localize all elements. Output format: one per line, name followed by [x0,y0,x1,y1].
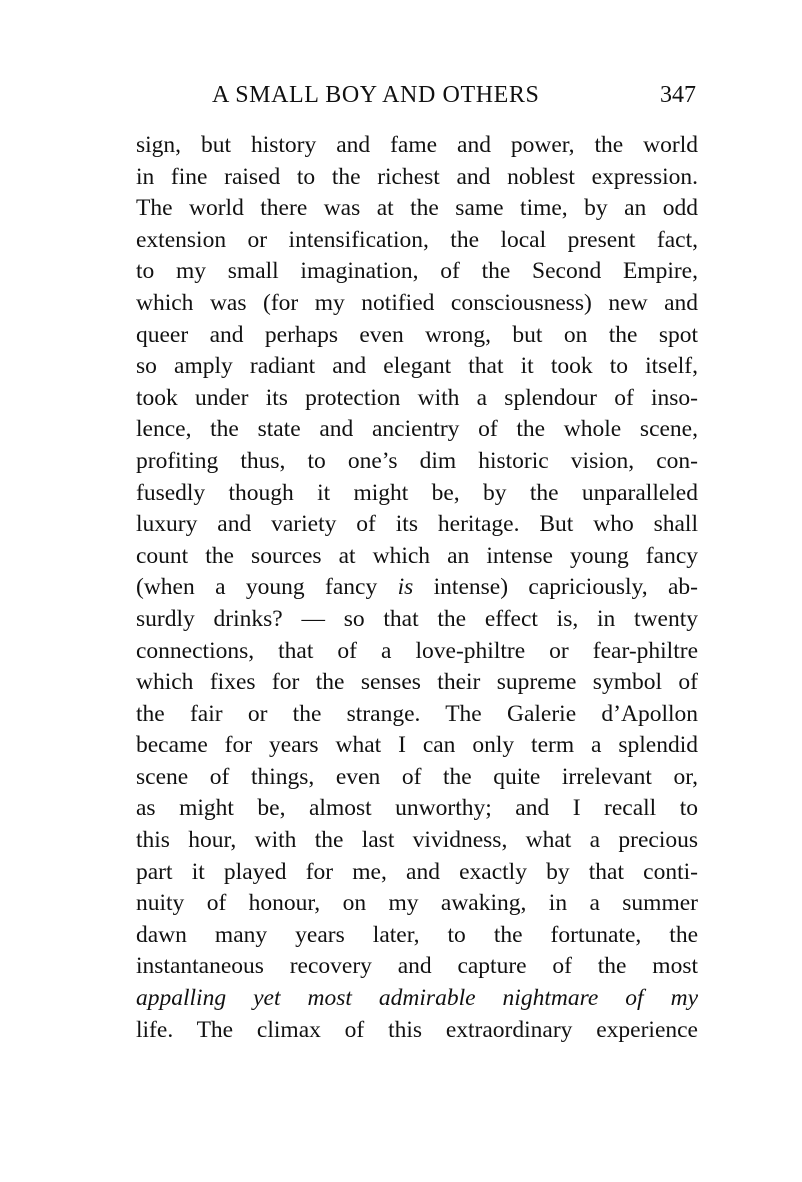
page-number: 347 [660,82,696,108]
text-line: sign, but history and fame and power, the world [136,132,698,158]
text-line: scene of things, even of the quite irrelevant or, [136,763,698,790]
text-line: fusedly though it might be, by the unparalleled [136,479,698,506]
text-line: profiting thus, to one’s dim historic vision, con- [136,447,698,474]
body-text [136,130,698,1046]
text-line: dawn many years later, to the fortunate, the [136,921,698,948]
text-line-italic: appalling yet most admirable nightmare of my [136,985,698,1012]
text-line: connections, that of a love-philtre or fear-philtre [136,637,698,664]
text-line: queer and perhaps even wrong, but on the spot [136,321,698,348]
running-title: A SMALL BOY AND OTHERS [212,82,540,108]
text-line: (when a young fancy is intense) capriciously, ab- [136,574,698,601]
text-line: in fine raised to the richest and noblest expression. [136,163,698,190]
text-line: to my small imagination, of the Second Empire, [136,258,698,285]
text-line: luxury and variety of its heritage. But who shall [136,511,698,538]
text-line: part it played for me, and exactly by that conti- [136,858,698,885]
text-line: instantaneous recovery and capture of the most [136,953,698,980]
text-line: as might be, almost unworthy; and I recall to [136,795,698,822]
text-line: nuity of honour, on my awaking, in a summer [136,890,698,917]
text-line: became for years what I can only term a splendid [136,732,698,759]
running-header [0,82,802,116]
text-line: the fair or the strange. The Galerie d’Apollon [136,700,698,727]
text-line: The world there was at the same time, by an odd [136,195,698,222]
text-line: lence, the state and ancientry of the whole scene, [136,416,698,443]
text-line: surdly drinks? — so that the effect is, in twenty [136,605,698,632]
italic-word: is [397,574,414,601]
text-line: life. The climax of this extraordinary experience [136,1016,698,1043]
text-line: count the sources at which an intense young fancy [136,542,698,569]
text-line: took under its protection with a splendour of inso- [136,384,698,411]
text-line: which was (for my notified consciousness) new and [136,289,698,316]
text-line: so amply radiant and elegant that it took to itself, [136,353,698,380]
text-line: this hour, with the last vividness, what a precious [136,827,698,854]
text-line: which fixes for the senses their supreme symbol of [136,669,698,696]
text-line: extension or intensification, the local present fact, [136,226,698,253]
